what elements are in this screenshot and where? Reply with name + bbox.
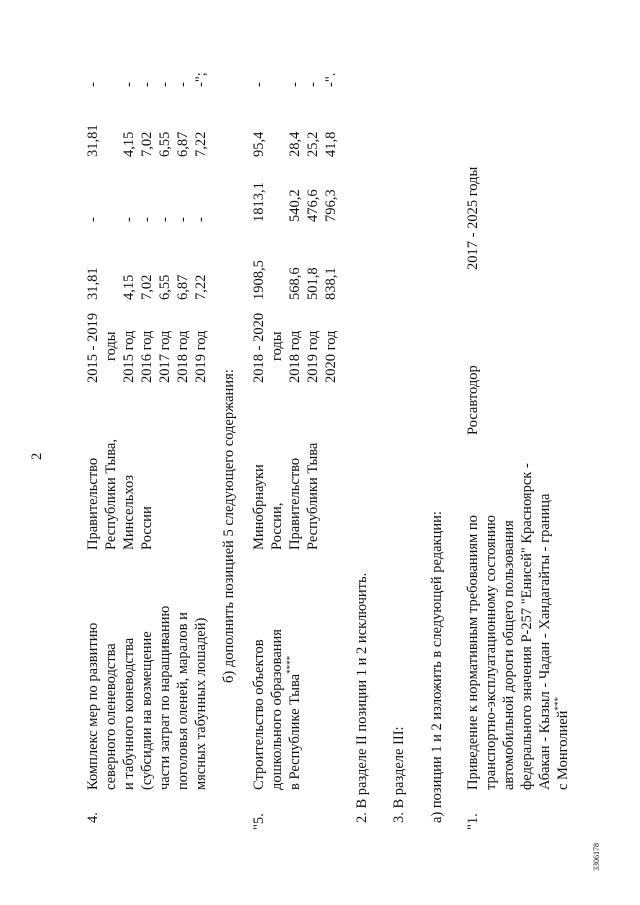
row5-period-line: годы — [269, 331, 285, 361]
row4-other — [84, 72, 210, 87]
row4-name — [84, 606, 210, 790]
clause-b: б) дополнить позицией 5 следующего содержания: — [221, 369, 237, 683]
row4-other-line: - — [157, 82, 173, 87]
row4-regional-line: 6,55 — [157, 131, 173, 157]
row5-period-line: 2018 год — [287, 330, 303, 383]
row5-period-line: 2018 - 2020 — [251, 312, 267, 383]
row4-regional-line — [102, 124, 120, 157]
row1-name — [464, 463, 572, 790]
row4-other-line: -"; — [193, 72, 209, 87]
row4-name-line: (субсидии на возмещение — [139, 631, 155, 790]
row5-name-line: дошкольного образования — [269, 629, 285, 790]
row4-other-line: - — [121, 82, 137, 87]
row4-total-line: 4,15 — [121, 274, 137, 300]
row4-name-line: поголовья оленей, маралов и — [175, 612, 191, 790]
row1-executor: Росавтодор — [465, 365, 481, 435]
row5-name — [250, 629, 304, 790]
row5-period-line: 2019 год — [305, 330, 321, 383]
row4-executor — [84, 439, 156, 550]
row4-other-line — [102, 72, 120, 87]
row5-total — [250, 260, 340, 300]
row4-total — [84, 267, 210, 300]
item-3: 3. В разделе III: — [391, 726, 407, 823]
row4-federal-line: - — [85, 217, 101, 222]
item-2: 2. В разделе II позиции 1 и 2 исключить. — [354, 572, 370, 823]
row5-exec-line: Республики Тыва — [305, 442, 321, 550]
row4-name-line: северного оленеводства — [103, 643, 119, 790]
row5-other-line: -". — [323, 72, 339, 87]
row4-total-line: 7,02 — [139, 274, 155, 300]
row4-federal-line: - — [121, 217, 137, 222]
row5-regional-line: 95,4 — [251, 131, 267, 157]
row1-name-line: Приведение к нормативным требованиям по — [465, 515, 481, 790]
row4-federal-line: - — [139, 217, 155, 222]
row5-other — [250, 73, 340, 87]
row5-regional-line: 25,2 — [305, 131, 321, 157]
row4-regional-line: 7,22 — [193, 131, 209, 157]
document-code: 3306178 — [592, 843, 601, 871]
row4-total-line: 31,81 — [85, 267, 101, 300]
row5-number: "5. — [251, 813, 267, 830]
row4-federal-line — [102, 217, 120, 222]
row5-executor — [250, 443, 322, 550]
row5-exec-line: Правительство — [287, 457, 303, 550]
row1-period: 2017 - 2025 годы — [465, 166, 481, 270]
row5-regional — [250, 132, 340, 157]
row4-exec-line: Правительство — [85, 457, 101, 550]
row4-period-line: 2019 год — [193, 330, 209, 383]
row5-other-line: - — [305, 82, 321, 87]
row4-period — [84, 313, 210, 383]
row5-regional-line: 28,4 — [287, 131, 303, 157]
row5-name-line — [286, 629, 304, 790]
row5-federal-line — [268, 182, 286, 222]
row4-period-line: 2017 год — [157, 330, 173, 383]
row1-name-text: с Монголией — [555, 710, 571, 790]
row4-other-line: - — [139, 82, 155, 87]
row4-name-line: Комплекс мер по развитию — [85, 622, 101, 790]
row4-number: 4. — [85, 812, 101, 823]
row5-footnote-mark: **** — [285, 655, 296, 674]
row5-period — [250, 313, 340, 383]
row4-total-line: 7,22 — [193, 274, 209, 300]
row5-total-line — [268, 260, 286, 300]
row4-period-line: годы — [103, 331, 119, 361]
row1-name-line — [554, 463, 572, 790]
row4-regional-line: 6,87 — [175, 131, 191, 157]
row5-period-line: 2020 год — [323, 330, 339, 383]
row5-other-line: - — [251, 82, 267, 87]
row4-exec-line: Республики Тыва, — [103, 439, 119, 550]
row1-name-line: Абакан - Кызыл - Чадан - Хандагайты - граница — [537, 493, 553, 790]
row5-regional-line — [268, 132, 286, 157]
row5-other-line: - — [287, 82, 303, 87]
row4-other-line: - — [85, 82, 101, 87]
row1-name-line: автомобильной дороги общего пользования — [501, 520, 517, 790]
row5-federal-line: 540,2 — [287, 189, 303, 222]
row4-regional-line: 31,81 — [85, 124, 101, 157]
row4-federal-line: - — [157, 217, 173, 222]
row4-period-line: 2015 год — [121, 330, 137, 383]
row4-period-line: 2018 год — [175, 330, 191, 383]
row1-name-line: федерального значения Р-257 "Енисей" Красноярск - — [519, 463, 535, 790]
row5-total-line: 568,6 — [287, 267, 303, 300]
row4-total-line — [102, 267, 120, 300]
row1-number: "1. — [465, 813, 481, 830]
row5-name-text: в Республике Тыва — [287, 673, 303, 790]
row4-regional-line: 4,15 — [121, 131, 137, 157]
row5-federal-line: 796,3 — [323, 189, 339, 222]
row4-exec-line: России — [139, 506, 155, 550]
row4-name-line: и табунного коневодства — [121, 637, 137, 790]
row5-total-line: 838,1 — [323, 267, 339, 300]
row5-exec-line: России, — [269, 502, 285, 550]
row4-other-line: - — [175, 82, 191, 87]
row5-total-line: 1908,5 — [251, 260, 267, 300]
row5-federal-line: 476,6 — [305, 189, 321, 222]
row5-exec-line: Минобрнауки — [251, 464, 267, 550]
row4-federal-line: - — [193, 217, 209, 222]
row4-regional — [84, 124, 210, 157]
row4-name-line: части затрат по наращиванию — [157, 605, 173, 790]
row1-footnote-mark: *** — [553, 697, 564, 711]
row4-regional-line: 7,02 — [139, 131, 155, 157]
row1-name-line: транспортно-эксплуатационному состоянию — [483, 515, 499, 790]
row4-federal-line: - — [175, 217, 191, 222]
row5-total-line: 501,8 — [305, 267, 321, 300]
clause-a: а) позиции 1 и 2 изложить в следующей редакции: — [429, 511, 445, 823]
row4-federal — [84, 217, 210, 222]
row5-name-line: Строительство объектов — [251, 639, 267, 790]
row4-total-line: 6,87 — [175, 274, 191, 300]
row5-other-line — [268, 73, 286, 87]
row4-exec-line: Минсельхоз — [121, 475, 137, 550]
row5-federal — [250, 182, 340, 222]
row4-period-line: 2015 - 2019 — [85, 312, 101, 383]
row4-total-line: 6,55 — [157, 274, 173, 300]
row4-name-line: мясных табунных лошадей) — [193, 617, 209, 790]
row4-period-line: 2016 год — [139, 330, 155, 383]
page-number: 2 — [29, 452, 45, 460]
row5-federal-line: 1813,1 — [251, 182, 267, 222]
row5-regional-line: 41,8 — [323, 131, 339, 157]
